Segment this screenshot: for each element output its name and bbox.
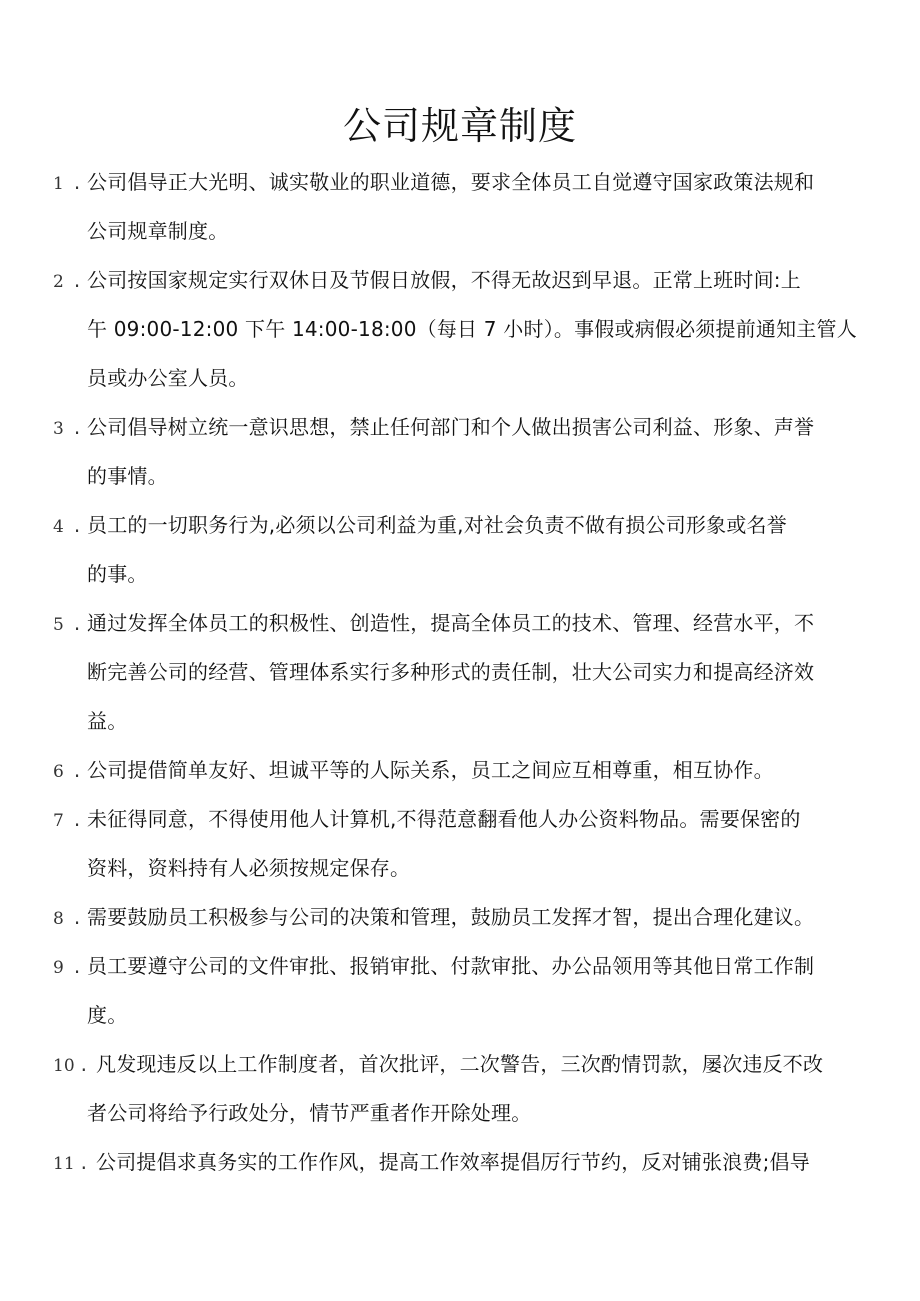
rule-number-dot: . [73, 954, 81, 978]
rule-text-line: 员工要遵守公司的文件审批、报销审批、付款审批、办公品领用等其他日常工作制 [87, 954, 815, 978]
rule-number [53, 795, 80, 846]
rule-item [0, 746, 920, 795]
rule-number-dot: . [73, 807, 81, 831]
rule-number [53, 599, 80, 650]
rule-number-value: 2 [53, 272, 64, 292]
rule-number-value: 10 [53, 1056, 75, 1076]
rule-item [0, 599, 920, 746]
rule-continuation-line: 员或办公室人员。 [87, 366, 249, 390]
rule-number [53, 893, 80, 944]
rule-number-value: 1 [53, 174, 64, 194]
rule-number [53, 1138, 87, 1189]
rule-item [0, 1040, 920, 1138]
rule-number [53, 501, 80, 552]
rule-number-dot: . [73, 905, 81, 929]
rule-number-value: 5 [53, 615, 64, 635]
rule-continuation-line: 的事。 [87, 562, 148, 586]
rule-item [0, 1138, 920, 1187]
rule-text-line: 需要鼓励员工积极参与公司的决策和管理，鼓励员工发挥才智，提出合理化建议。 [87, 905, 815, 929]
rule-item [0, 795, 920, 893]
rule-number-value: 8 [53, 909, 64, 929]
rule-number-value: 9 [53, 958, 64, 978]
rule-number-value: 6 [53, 762, 64, 782]
rule-text-line: 公司按国家规定实行双休日及节假日放假，不得无故迟到早退。正常上班时间:上 [87, 268, 801, 292]
rule-item [0, 158, 920, 256]
rule-item [0, 893, 920, 942]
rule-number-dot: . [73, 170, 81, 194]
rule-continuation-line: 公司规章制度。 [87, 219, 229, 243]
rule-continuation-line: 者公司将给予行政处分，情节严重者作开除处理。 [87, 1101, 532, 1125]
rule-continuation-line: 度。 [87, 1003, 128, 1027]
rule-text-line: 公司倡导正大光明、诚实敬业的职业道德，要求全体员工自觉遵守国家政策法规和 [87, 170, 815, 194]
rules-list [0, 158, 920, 1187]
rule-number-dot: . [73, 415, 81, 439]
rule-number [53, 942, 80, 993]
rule-number [53, 1040, 87, 1091]
rule-number-value: 4 [53, 517, 64, 537]
rule-continuation-line: 资料，资料持有人必须按规定保存。 [87, 856, 411, 880]
rule-number-dot: . [73, 268, 81, 292]
rule-number [53, 746, 80, 797]
rule-number [53, 158, 80, 209]
rule-number-dot: . [80, 1150, 87, 1174]
rule-continuation-line: 益。 [87, 709, 128, 733]
rule-item [0, 942, 920, 1040]
rule-text-line: 公司提倡求真务实的工作作风，提高工作效率提倡厉行节约，反对铺张浪费;倡导 [96, 1150, 810, 1174]
rule-number [53, 403, 80, 454]
page-title: 公司规章制度 [342, 104, 577, 148]
rule-number-dot: . [73, 513, 81, 537]
rule-item [0, 403, 920, 501]
rule-text-line: 公司倡导树立统一意识思想，禁止任何部门和个人做出损害公司利益、形象、声誉 [87, 415, 815, 439]
rule-text-line: 公司提借简单友好、坦诚平等的人际关系，员工之间应互相尊重，相互协作。 [87, 758, 774, 782]
rule-number-value: 11 [53, 1154, 75, 1174]
rule-item [0, 256, 920, 403]
rule-text-line: 通过发挥全体员工的积极性、创造性，提高全体员工的技术、管理、经营水平，不 [87, 611, 815, 635]
rule-number-dot: . [73, 758, 81, 782]
rule-text-line: 员工的一切职务行为,必须以公司利益为重,对社会负责不做有损公司形象或名誉 [87, 513, 787, 537]
rule-text-line: 未征得同意，不得使用他人计算机,不得范意翻看他人办公资料物品。需要保密的 [87, 807, 801, 831]
rule-continuation-line: 断完善公司的经营、管理体系实行多种形式的责任制，壮大公司实力和提高经济效 [87, 660, 815, 684]
rule-number-value: 3 [53, 419, 64, 439]
rule-number-value: 7 [53, 811, 64, 831]
rule-continuation-line: 午 09:00-12:00 下午 14:00-18:00（每日 7 小时）。事假或病假必须提前通知主管人 [87, 317, 857, 341]
rule-number-dot: . [80, 1052, 87, 1076]
rule-item [0, 501, 920, 599]
rule-continuation-line: 的事情。 [87, 464, 168, 488]
rule-number-dot: . [73, 611, 81, 635]
rule-text-line: 凡发现违反以上工作制度者，首次批评，二次警告，三次酌情罚款，屡次违反不改 [96, 1052, 824, 1076]
rule-number [53, 256, 80, 307]
